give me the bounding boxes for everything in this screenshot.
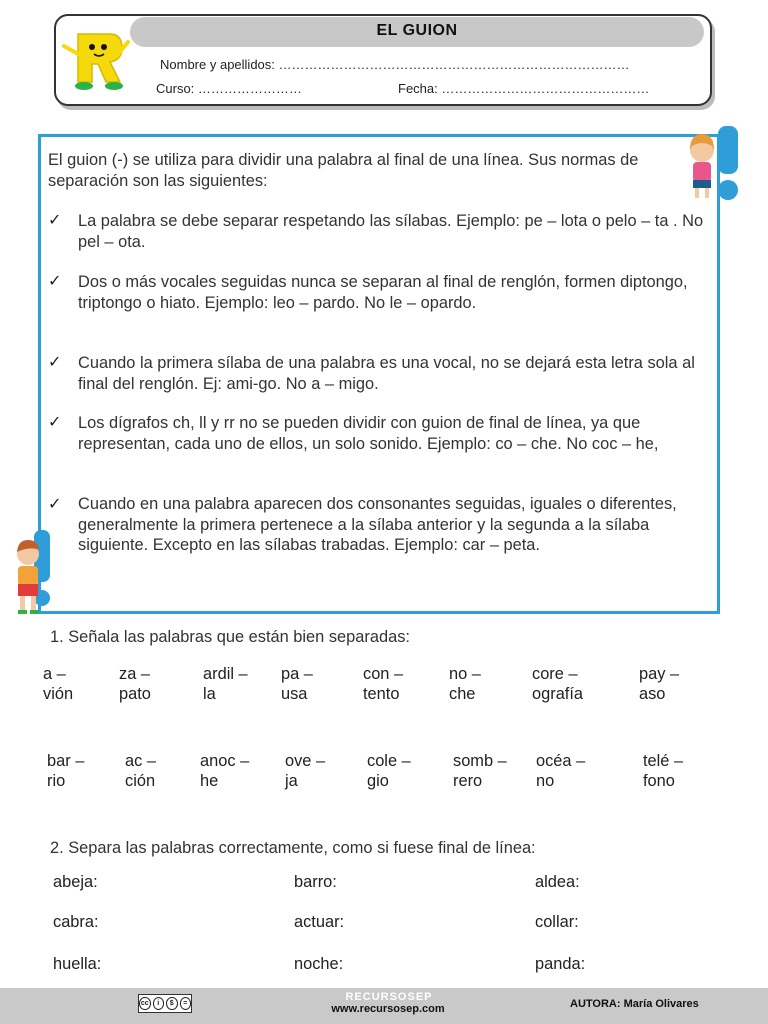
separate-word[interactable]: cabra:: [53, 913, 99, 931]
boy-exclamation-icon: [8, 526, 54, 618]
recursosep-logo-icon: [58, 28, 130, 92]
separate-word[interactable]: noche:: [294, 955, 344, 973]
course-field[interactable]: Curso: ……………………: [156, 81, 302, 96]
word-option[interactable]: océa – no: [536, 752, 586, 790]
check-icon: ✓: [48, 212, 62, 229]
word-option[interactable]: ardil – la: [203, 665, 248, 703]
rule-item: Los dígrafos ch, ll y rr no se pueden dividir con guion de final de línea, ya que representan, cada uno de ellos, un solo sonido. Ejemplo: co – che. No coc – he,: [78, 414, 659, 453]
separate-word[interactable]: actuar:: [294, 913, 345, 931]
word-option[interactable]: a – vión: [43, 665, 74, 703]
word-option[interactable]: ac – ción: [125, 752, 156, 790]
word-option[interactable]: ove – ja: [285, 752, 326, 790]
exercise1-title: 1. Señala las palabras que están bien separadas:: [50, 628, 410, 646]
separate-word[interactable]: huella:: [53, 955, 102, 973]
separate-word[interactable]: panda:: [535, 955, 586, 973]
word-option[interactable]: core – ografía: [532, 665, 584, 703]
word-option[interactable]: anoc – he: [200, 752, 250, 790]
word-option[interactable]: somb – rero: [453, 752, 507, 790]
word-option[interactable]: con – tento: [363, 665, 404, 703]
page-title: EL GUION: [376, 22, 458, 39]
separate-word[interactable]: abeja:: [53, 873, 98, 891]
rule-item: Cuando en una palabra aparecen dos consonantes seguidas, iguales o diferentes, generalmente la primera pertenece a la sílaba anterior y la segunda a la sílaba siguiente. Excepto en las sílabas trabadas. Ejemplo: car – peta.: [78, 495, 677, 554]
date-field[interactable]: Fecha: …………………………………………: [398, 81, 650, 96]
word-option[interactable]: bar – rio: [47, 752, 85, 790]
rule-item: Cuando la primera sílaba de una palabra es una vocal, no se dejará esta letra sola al final del renglón. Ej: ami-go. No a – migo.: [78, 354, 695, 393]
word-option[interactable]: telé – fono: [643, 752, 684, 790]
word-option[interactable]: za – pato: [119, 665, 151, 703]
exercise2-title: 2. Separa las palabras correctamente, como si fuese final de línea:: [50, 839, 536, 857]
footer-brand: RECURSOSEP: [345, 991, 433, 1003]
check-icon: ✓: [48, 414, 62, 431]
word-option[interactable]: pay – aso: [639, 665, 680, 703]
creative-commons-icon: cc i $ =: [138, 994, 192, 1013]
rule-item: Dos o más vocales seguidas nunca se separan al final de renglón, formen diptongo, triptongo o hiato. Ejemplo: leo – pardo. No le – opardo.: [78, 273, 688, 312]
separate-word[interactable]: collar:: [535, 913, 579, 931]
check-icon: ✓: [48, 273, 62, 290]
rules-intro: El guion (-) se utiliza para dividir una palabra al final de una línea. Sus normas de separación son las siguientes:: [48, 151, 639, 190]
word-option[interactable]: no – che: [449, 665, 481, 703]
check-icon: ✓: [48, 354, 62, 371]
separate-word[interactable]: aldea:: [535, 873, 580, 891]
separate-word[interactable]: barro:: [294, 873, 337, 891]
rule-item: La palabra se debe separar respetando las sílabas. Ejemplo: pe – lota o pelo – ta . No pel – ota.: [78, 212, 704, 251]
check-icon: ✓: [48, 496, 62, 513]
name-field[interactable]: Nombre y apellidos: ………………………………………………………………………: [160, 57, 630, 72]
footer-url[interactable]: www.recursosep.com: [331, 1003, 445, 1015]
footer-author: AUTORA: María Olivares: [570, 998, 699, 1010]
word-option[interactable]: cole – gio: [367, 752, 411, 790]
word-option[interactable]: pa – usa: [281, 665, 313, 703]
